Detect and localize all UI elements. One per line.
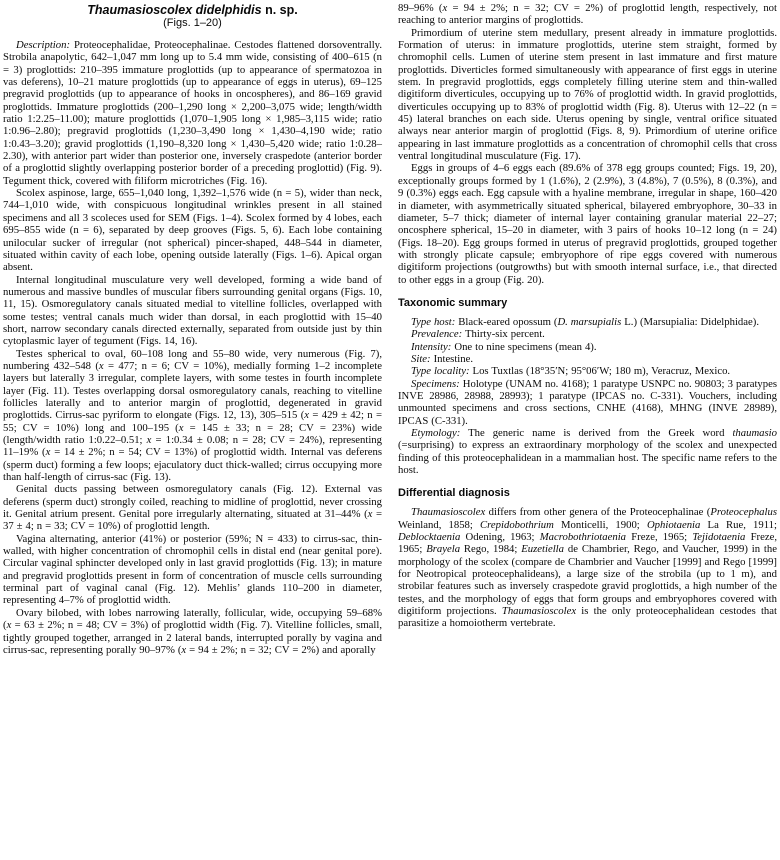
paragraph: Vagina alternating, anterior (41%) or posterior (59%; N = 433) to cirrus-sac, thin-walled, with higher concentration of chromophil cells in distal end (near genital pore). Circular vaginal sphincter developed only in last gravid proglottids (Fig. 13); in mature and pregravid proglottids present in form of concentration of muscle cells surrounding terminal part of vaginal canal (Fig. 12). Mehlis’ glands 110–200 in diameter, representing 4–7% of proglottid width. bbox=[3, 532, 382, 607]
paragraph: Type host: Black-eared opossum (D. marsupialis L.) (Marsupialia: Didelphidae). bbox=[411, 315, 759, 328]
paragraph: Site: Intestine. bbox=[411, 352, 474, 365]
paragraph: Scolex aspinose, large, 655–1,040 long, 1,392–1,576 wide (n = 5), wider than neck, 744–1,010 wide, with conspicuous longitudinal wrinkles present in all stained specimens and all 3 scoleces used for SEM (Figs. 1–4). Scolex formed by 4 lobes, each 695–855 wide (n = 6), separated by deep grooves (Figs. 5, 6). Each lobe containing unilocular sucker of irregular (not spherical) pincer-shaped, 448–544 in diameter, situated within cavity of each lobe, opening outside laterally (Figs. 1–6). Apical organ absent. bbox=[3, 187, 382, 274]
paragraph: Etymology: The generic name is derived from the Greek word thaumasio (=surprising) to express an extraordinary morphology of the scolex and unexpected finding of this proteocephalidean in a mammalian host. The specific name refers to the host. bbox=[398, 427, 777, 477]
paragraph: Ovary bilobed, with lobes narrowing laterally, follicular, wide, occupying 59–68% (x = 63 ± 2%; n = 48; CV = 3%) of proglottid width (Fig. 7). Vitelline follicles, small, tightly grouped together, arranged in 2 lateral bands, interrupted porally by vagina and cirrus-sac, representing porally 90–97% (x = 94 ± 2%; n = 32; CV = 2%) and aporally bbox=[3, 606, 382, 656]
paragraph: Specimens: Holotype (UNAM no. 4168); 1 paratype USNPC no. 90803; 3 paratypes INVE 28986, 28988, 28993); 1 paratype (IPCAS no. C-331). Vouchers, including unmounted specimens and cross sections, CNHE (4168), MHNG (INVE 28989), IPCAS (C-331). bbox=[398, 377, 777, 427]
paragraph: Primordium of uterine stem medullary, present already in immature proglottids. Formation of uterus: in immature proglottids, uterine stem straight, formed by chromophil cells. Lumen of uterine stem present in last immature and first mature proglottids. Diverticles formed simultaneously with appearance of first eggs in uterine stem. In pregravid proglottids, eggs completely filling uterine stem and thin-walled digitiform diverticules, occupying up to 76% of proglottid width. In gravid proglottids, diverticules occupying up to 83% of proglottid width (Fig. 8). Uterus with 12–22 (n = 45) lateral branches on each side. Uterus opening by single, ventral orifice situated always near anterior margin of proglottid (Figs. 8, 9). Primordium of uterine orifice appearing in last immature proglottids as a concentration of chromophil cells that cross ventral longitudinal musculature (Fig. 17). bbox=[398, 26, 777, 163]
paragraph: Eggs in groups of 4–6 eggs each (89.6% of 378 egg groups counted; Figs. 19, 20), exceptionally groups formed by 1 (1.6%), 2 (2.9%), 3 (4.8%), 7 (0.5%), 8 (0.3%), and 9 (0.3%) eggs each. Egg capsule with a hyaline membrane, irregular in shape, 160–420 in diameter, with asymmetrically situated spherical, bilayered embryophore, 30–33 in diameter, 5–7 thick; diameter of internal layer containing granular material 22–27; oncosphere spherical, 15–20 in diameter, with 3 pairs of hooks 10–12 long (n = 24) (Figs. 18–20). Egg groups formed in uterus of pregravid proglottids, grouped together with strongly plicate capsule; embryophore of ripe eggs covered with numerous digitiform projections (outgrowths) but with smooth internal surface, i.e., that directed to other eggs in a group (Fig. 20). bbox=[398, 162, 777, 286]
paragraph: Genital ducts passing between osmoregulatory canals (Fig. 12). External vas deferens (sperm duct) strongly coiled, reaching to midline of proglottid, never crossing it. Genital atrium present. Genital pore irregularly alternating, situated at 31–44% (x = 37 ± 4; n = 33; CV = 10%) of proglottid length. bbox=[3, 483, 383, 533]
paragraph: Thaumasioscolex differs from other genera of the Proteocephalinae (Proteocephalus Weinland, 1858; Crepidobothrium Monticelli, 1900; Ophiotaenia La Rue, 1911; Deblocktaenia Odening, 1963; Macrobothriotaenia Freze, 1965; Tejidotaenia Freze, 1965; Brayela Rego, 1984; Euzetiella de Chambrier, Rego, and Vaucher, 1999) in the morphology of the scolex (compare de Chambrier and Vaucher [1999] and Rego [1999] for Neotropical proteocephalideans), a large size of the strobila (up to 1 m), and strobilar features such as inversely craspedote gravid proglottids, a high number of the testes, and the morphology of eggs that form groups and embryophores covered with digitiform projections. Thaumasioscolex is the only proteocephalidean cestodes that parasitize a homoiotherm vertebrate. bbox=[398, 506, 777, 630]
paragraph: Type locality: Los Tuxtlas (18°35′N; 95°06′W; 180 m), Veracruz, Mexico. bbox=[411, 365, 731, 378]
figures-reference: (Figs. 1–20) bbox=[163, 17, 222, 29]
section-heading: Taxonomic summary bbox=[398, 296, 508, 309]
paragraph: Description: Proteocephalidae, Proteocephalinae. Cestodes flattened dorsoventrally. Strobila anapolytic, 642–1,047 mm long up to 5.4 mm wide, consisting of 400–615 (n = 3) proglottids: 210–395 immature proglottids (up to appearance of spermatozoa in vas deferens), 10–21 mature proglottids (up to appearance of eggs in uterus), 69–125 pregravid proglottids (up to appearance of hooks in oncospheres), and 86–169 gravid proglottids. Immature proglottids (200–1,290 long × 2,200–3,075 wide; length/width ratio 1:2.25–11.00); mature proglottids (1,070–1,905 long × 1,985–3,115 wide; ratio 1:0.96–2.80); pregravid proglottids (1,230–3,490 long × 1,430–4,190 wide; ratio 1:0.43–3.20); gravid proglottids (1,190–8,320 long × 1,430–5,420 wide; ratio 1:0.28–2.30), with anterior part wider than posterior one, inversely craspedote (anterior border of a proglottid slightly overlapping posterior border of a preceding proglottid) (Fig. 9). Tegument thick, covered with filiform microtriches (Fig. 16). bbox=[3, 39, 382, 187]
species-suffix: n. sp. bbox=[261, 3, 298, 17]
left-column bbox=[3, 2, 382, 656]
species-title bbox=[3, 3, 382, 17]
two-column-layout bbox=[3, 2, 777, 656]
paragraph: Testes spherical to oval, 60–108 long and 55–80 wide, very numerous (Fig. 7), numbering 432–548 (x = 477; n = 6; CV = 10%), medially forming 1–2 incomplete layers but laterally 3 irregular, complete layers, with some testes in fourth incomplete layer (Fig. 11). Testes overlapping dorsal osmoregulatory canals, reaching to vitelline follicles laterally and to anterior margin of proglottid, degenerated in gravid proglottids. Cirrus-sac pyriform to elongate (Figs. 12, 13), 305–515 (x = 429 ± 42; n = 55; CV = 10%) long and 100–195 (x = 145 ± 33; n = 28; CV = 23%) wide (length/width ratio 1:0.22–0.51; x = 1:0.34 ± 0.08; n = 28; CV = 24%), representing 11–19% (x = 14 ± 2%; n = 54; CV = 13%) of proglottid width. Internal vas deferens (sperm duct) forming a few loops; ejaculatory duct thick-walled; cirrus occupying more than half-length of cirrus-sac (Fig. 13). bbox=[3, 347, 383, 484]
species-name: Thaumasioscolex didelphidis bbox=[87, 3, 262, 17]
paragraph: Intensity: One to nine specimens (mean 4). bbox=[411, 340, 597, 353]
paragraph: Internal longitudinal musculature very well developed, forming a wide band of numerous and massive bundles of muscular fibers surrounding genital organs (Figs. 10, 11, 15). Osmoregulatory canals situated medial to vitelline follicles, overlapped with some testes; ventral canals much wider than dorsal, in each proglottid with 15–40 short, narrow secondary canals directed externally, separated from outside just by thin cytoplasmic layer of tegument (Figs. 14, 16). bbox=[3, 273, 382, 348]
left-column-text bbox=[3, 39, 382, 656]
section-heading: Differential diagnosis bbox=[398, 487, 510, 500]
right-column bbox=[398, 2, 777, 656]
species-title-block bbox=[3, 3, 382, 30]
paragraph: Prevalence: Thirty-six percent. bbox=[411, 328, 545, 341]
right-column-text bbox=[398, 2, 777, 630]
paragraph: 89–96% (x = 94 ± 2%; n = 32; CV = 2%) of proglottid length, respectively, not reaching to anterior margins of proglottids. bbox=[398, 2, 777, 27]
